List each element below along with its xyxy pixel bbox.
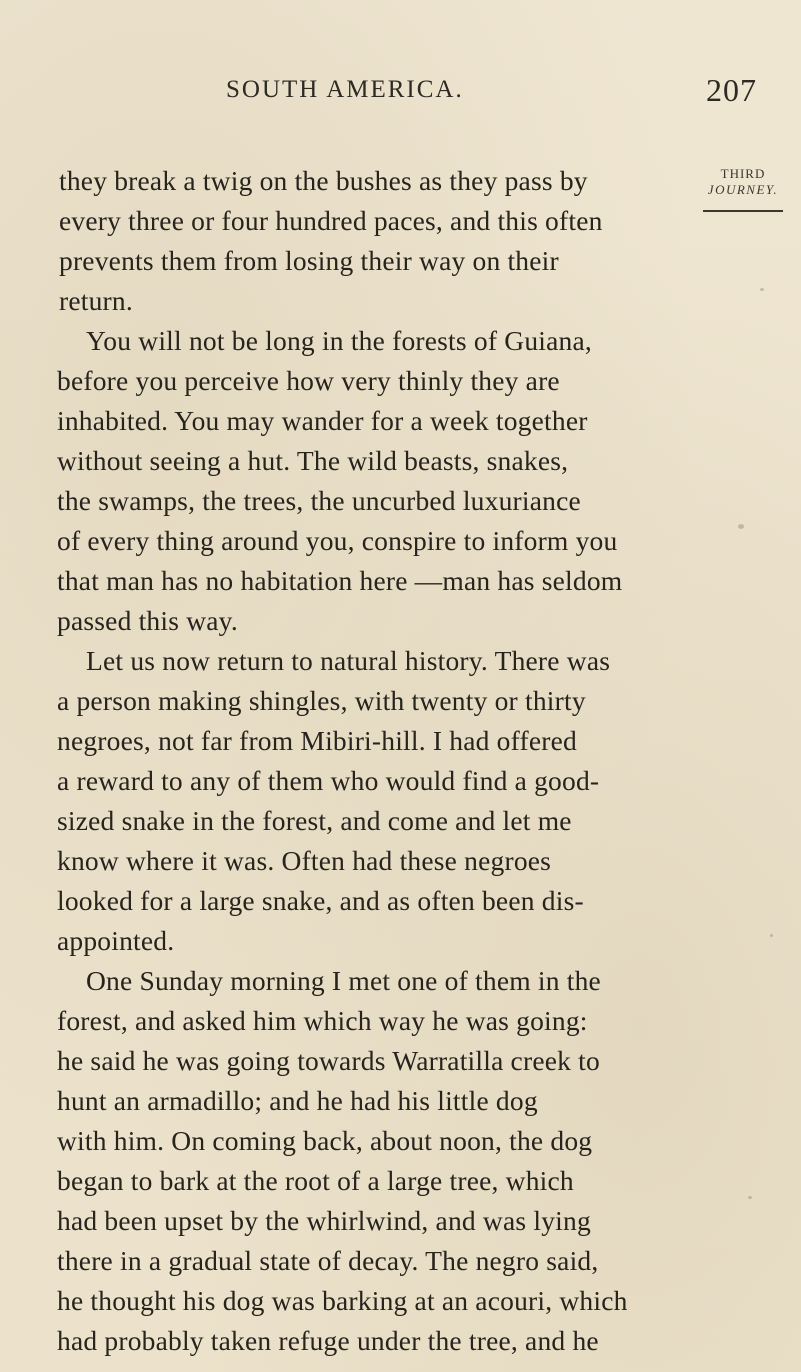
text-line: with him. On coming back, about noon, the dog	[57, 1125, 593, 1156]
text-line: passed this way.	[57, 605, 238, 636]
text-line: a reward to any of them who would find a good-	[57, 765, 600, 796]
margin-note-line-1: THIRD	[720, 166, 766, 181]
text-line: there in a gradual state of decay. The negro said,	[57, 1245, 599, 1276]
text-line: had probably taken refuge under the tree, and he	[57, 1325, 599, 1356]
text-line: You will not be long in the forests of Guiana,	[86, 325, 592, 356]
text-line: began to bark at the root of a large tree, which	[57, 1165, 574, 1196]
text-line: he thought his dog was barking at an acouri, which	[57, 1285, 628, 1316]
text-line: know where it was. Often had these negroes	[57, 845, 552, 876]
text-line: appointed.	[57, 925, 175, 956]
text-line: hunt an armadillo; and he had his little dog	[57, 1085, 538, 1116]
paper-speck	[738, 524, 744, 529]
text-line: had been upset by the whirlwind, and was lying	[57, 1205, 591, 1236]
text-line: he said he was going towards Warratilla creek to	[57, 1045, 600, 1076]
text-line: sized snake in the forest, and come and let me	[57, 805, 572, 836]
text-line: they break a twig on the bushes as they pass by	[59, 165, 588, 196]
paper-speck	[760, 288, 764, 291]
text-line: One Sunday morning I met one of them in the	[86, 965, 601, 996]
paper-speck	[748, 1196, 752, 1199]
text-line: inhabited. You may wander for a week together	[57, 405, 588, 436]
text-line: every three or four hundred paces, and this often	[59, 205, 603, 236]
text-line: without seeing a hut. The wild beasts, snakes,	[57, 445, 569, 476]
margin-note-line-2: JOURNEY.	[707, 182, 779, 197]
text-line: a person making shingles, with twenty or thirty	[57, 685, 586, 716]
page-number: 207	[706, 72, 757, 108]
margin-note-rule	[703, 210, 783, 212]
margin-note	[702, 166, 784, 198]
running-title: SOUTH AMERICA.	[226, 76, 464, 103]
paper-speck	[770, 934, 773, 937]
text-line: that man has no habitation here —man has seldom	[57, 565, 623, 596]
text-line: return.	[59, 285, 133, 316]
text-line: Let us now return to natural history. There was	[86, 645, 611, 676]
running-head	[0, 72, 801, 116]
text-line: looked for a large snake, and as often been dis-	[57, 885, 584, 916]
text-line: before you perceive how very thinly they are	[57, 365, 560, 396]
text-line: negroes, not far from Mibiri-hill. I had offered	[57, 725, 577, 756]
text-line: of every thing around you, conspire to inform you	[57, 525, 618, 556]
text-line: forest, and asked him which way he was going:	[57, 1005, 588, 1036]
text-line: prevents them from losing their way on their	[59, 245, 559, 276]
text-line: the swamps, the trees, the uncurbed luxuriance	[57, 485, 581, 516]
